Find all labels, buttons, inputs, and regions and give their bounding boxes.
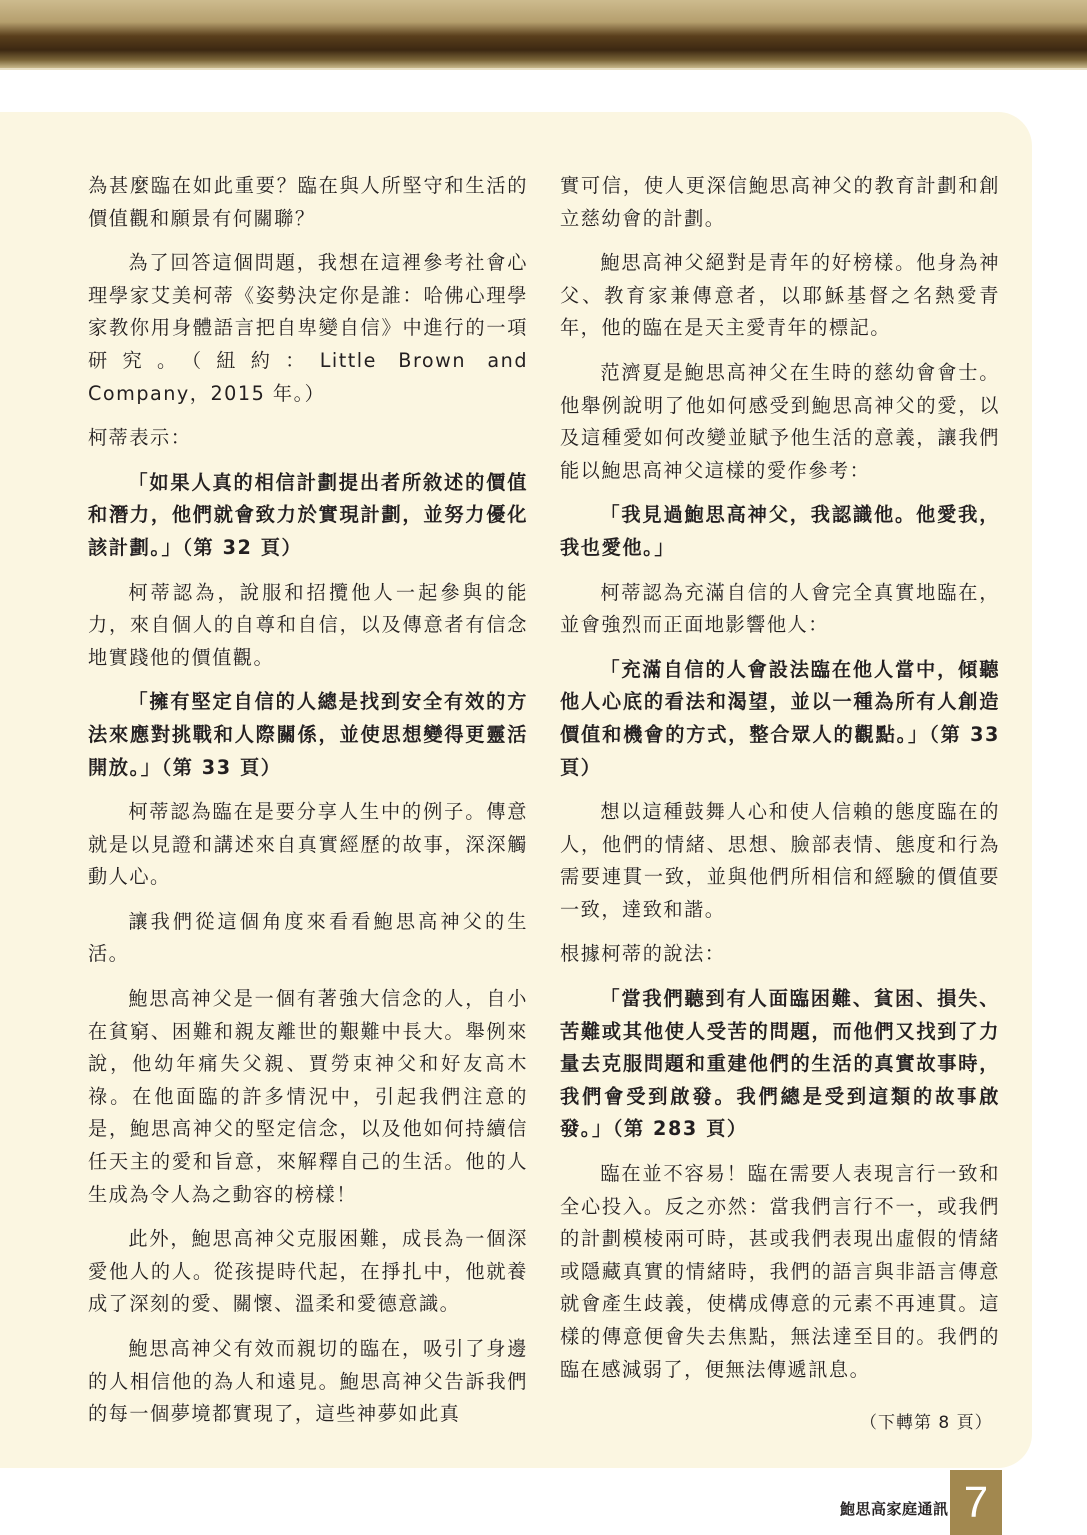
quote-paragraph: 「擁有堅定自信的人總是找到安全有效的方法來應對挑戰和人際關係，並使思想變得更靈活開放。」（第 33 頁） [88, 690, 528, 779]
paragraph: 實可信，使人更深信鮑思高神父的教育計劃和創立慈幼會的計劃。 [560, 174, 1000, 230]
header-band-highlight [0, 68, 1087, 70]
paragraph: 鮑思高神父絕對是青年的好榜樣。他身為神父、教育家兼傳意者，以耶穌基督之名熱愛青年，他的臨在是天主愛青年的標記。 [560, 251, 1000, 340]
paragraph: 柯蒂認為臨在是要分享人生中的例子。傳意就是以見證和講述來自真實經歷的故事，深深觸動人心。 [88, 800, 528, 889]
header-band [0, 0, 1087, 68]
continued-note: （下轉第 8 頁） [860, 1413, 993, 1433]
quote-paragraph: 「當我們聽到有人面臨困難、貧困、損失、苦難或其他使人受苦的問題，而他們又找到了力量去克服問題和重建他們的生活的真實故事時，我們會受到啟發。我們總是受到這類的故事啟發。」（第 283 頁） [560, 987, 1000, 1141]
paragraph: 讓我們從這個角度來看看鮑思高神父的生活。 [88, 909, 528, 966]
paragraph: 柯蒂認為充滿自信的人會完全真實地臨在，並會強烈而正面地影響他人： [560, 580, 1000, 637]
paragraph: 柯蒂認為，說服和招攬他人一起參與的能力，來自個人的自尊和自信，以及傳意者有信念地實踐他的價值觀。 [88, 580, 528, 669]
paragraph: 柯蒂表示： [88, 426, 192, 450]
paragraph: 鮑思高神父有效而親切的臨在，吸引了身邊的人相信他的為人和遠見。鮑思高神父告訴我們的每一個夢境都實現了，這些神夢如此真 [88, 1337, 528, 1426]
page-number: 7 [950, 1470, 1002, 1535]
paragraph: 范濟夏是鮑思高神父在生時的慈幼會會士。他舉例說明了他如何感受到鮑思高神父的愛，以及這種愛如何改變並賦予他生活的意義，讓我們能以鮑思高神父這樣的愛作參考： [560, 360, 1000, 482]
paragraph: 臨在並不容易！臨在需要人表現言行一致和全心投入。反之亦然：當我們言行不一，或我們的計劃模棱兩可時，甚或我們表現出虛假的情緒或隱藏真實的情緒時，我們的語言與非語言傳意就會產生歧義，使構成傳意的元素不再連貫。這樣的傳意便會失去焦點，無法達至目的。我們的臨在感減弱了，便無法傳遞訊息。 [560, 1162, 1000, 1381]
quote-paragraph: 「我見過鮑思高神父，我認識他。他愛我，我也愛他。」 [560, 503, 1000, 559]
paragraph: 根據柯蒂的說法： [560, 942, 726, 966]
paragraph: 想以這種鼓舞人心和使人信賴的態度臨在的人，他們的情緒、思想、臉部表情、態度和行為需要連貫一致，並與他們所相信和經驗的價值要一致，達致和諧。 [560, 800, 1000, 921]
right-column [560, 170, 1000, 1398]
paragraph: 為甚麼臨在如此重要？臨在與人所堅守和生活的價值觀和願景有何關聯？ [88, 174, 528, 230]
quote-paragraph: 「如果人真的相信計劃提出者所敘述的價值和潛力，他們就會致力於實現計劃，並努力優化該計劃。」（第 32 頁） [88, 470, 528, 559]
quote-paragraph: 「充滿自信的人會設法臨在他人當中，傾聽他人心底的看法和渴望，並以一種為所有人創造價值和機會的方式，整合眾人的觀點。」（第 33 頁） [560, 657, 1000, 779]
publication-name: 鮑思高家庭通訊 [840, 1500, 949, 1518]
paragraph: 此外，鮑思高神父克服困難，成長為一個深愛他人的人。從孩提時代起，在掙扎中，他就養成了深刻的愛、關懷、溫柔和愛德意識。 [88, 1227, 528, 1316]
paragraph: 鮑思高神父是一個有著強大信念的人，自小在貧窮、困難和親友離世的艱難中長大。舉例來說，他幼年痛失父親、賈勞束神父和好友高木祿。在他面臨的許多情況中，引起我們注意的是，鮑思高神父的堅定信念，以及他如何持續信任天主的愛和旨意，來解釋自己的生活。他的人生成為令人為之動容的榜樣！ [88, 987, 528, 1206]
paragraph: 為了回答這個問題，我想在這裡參考社會心理學家艾美柯蒂《姿勢決定你是誰：哈佛心理學家教你用身體語言把自卑變自信》中進行的一項研究。（紐約：Little Brown and Company，2015 年。） [88, 251, 528, 405]
left-column [88, 170, 528, 1443]
